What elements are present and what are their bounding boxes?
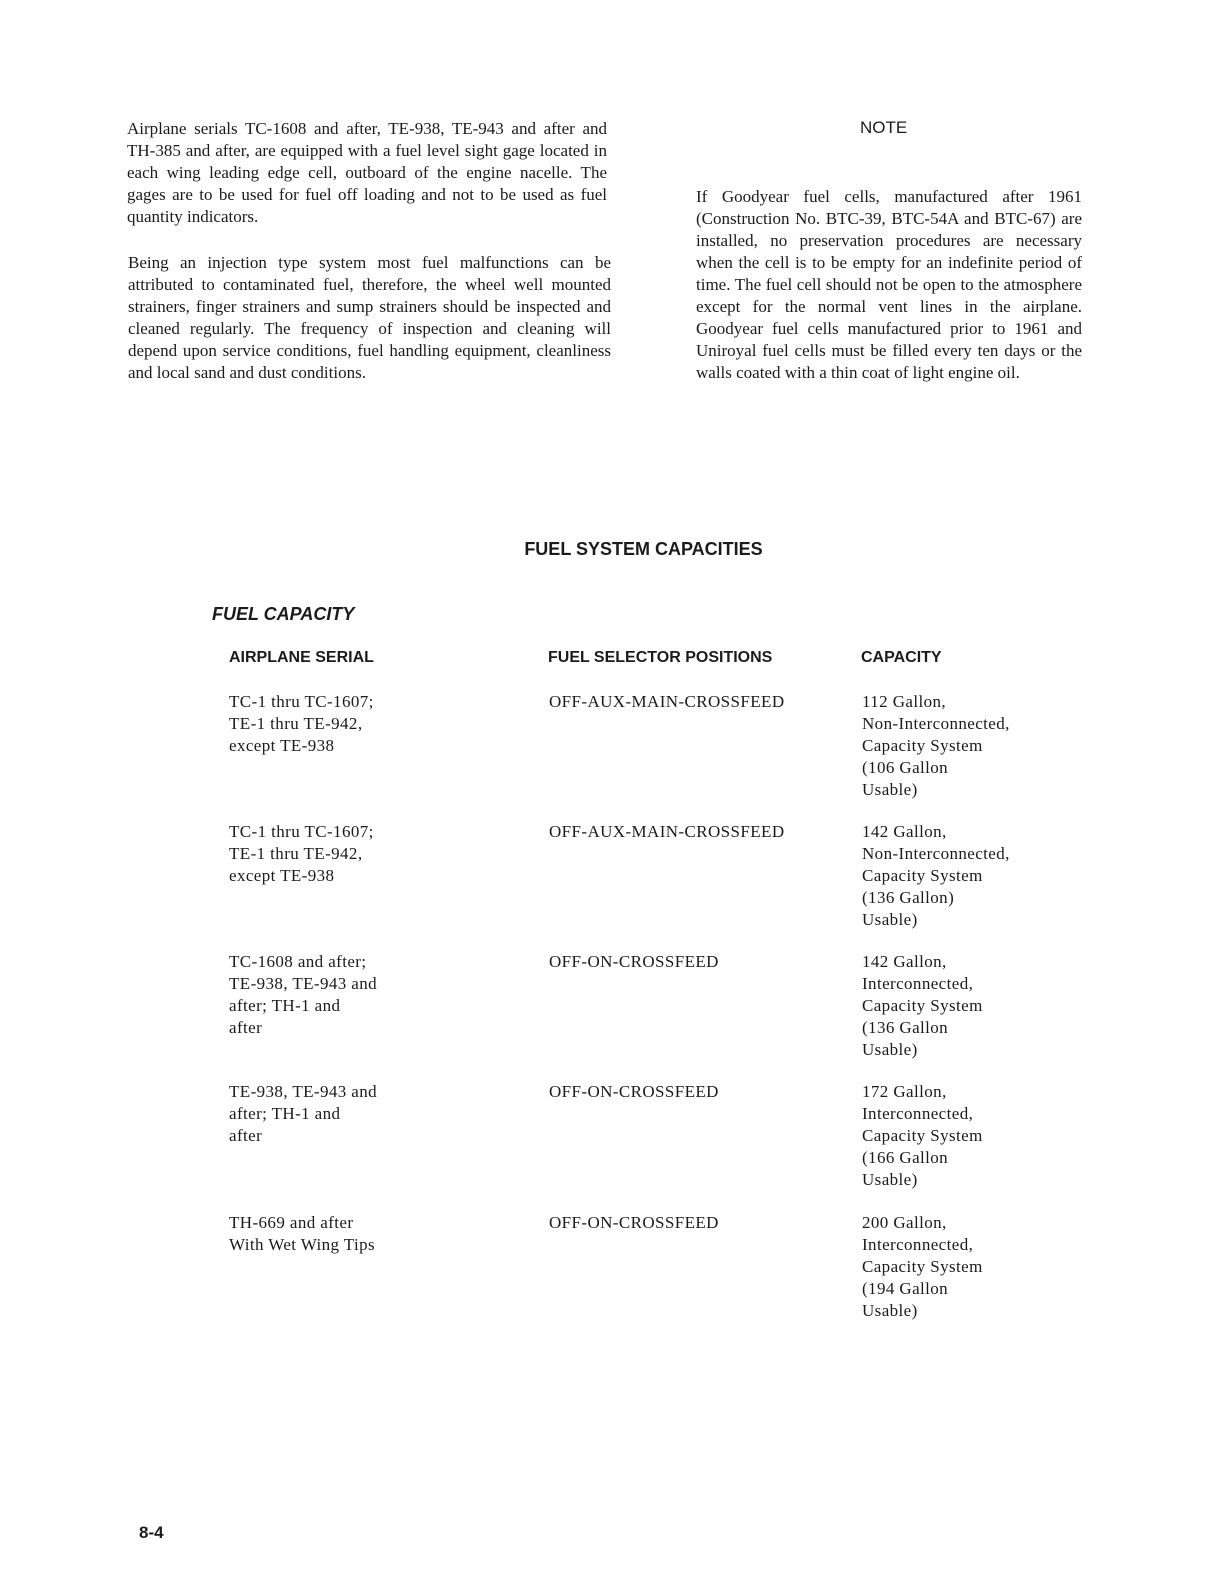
fuel-sight-gage-paragraph: Airplane serials TC-1608 and after, TE-938, TE-943 and after and TH-385 and after, are equipped with a fuel level sight gage located in each wing leading edge cell, outboard of the engine nacelle. The gages are to be used for fuel off loading and not to be used as fuel quantity indicators. bbox=[127, 119, 607, 226]
header-fuel-selector-positions: FUEL SELECTOR POSITIONS bbox=[548, 649, 773, 666]
capacity-cell: 112 Gallon, Non-Interconnected, Capacity System (106 Gallon Usable) bbox=[862, 692, 1010, 799]
fuel-selector-cell: OFF-ON-CROSSFEED bbox=[549, 952, 719, 971]
section-title: FUEL SYSTEM CAPACITIES bbox=[524, 539, 763, 559]
airplane-serial-cell: TC-1 thru TC-1607; TE-1 thru TE-942, except TE-938 bbox=[229, 822, 374, 885]
header-capacity: CAPACITY bbox=[861, 649, 942, 666]
note-text: If Goodyear fuel cells, manufactured after 1961 (Construction No. BTC-39, BTC-54A and BTC-67) are installed, no preservation procedures are necessary when the cell is to be empty for an indefinite period of time. The fuel cell should not be open to the atmosphere except for the normal vent lines in the airplane. Goodyear fuel cells manufactured prior to 1961 and Uniroyal fuel cells must be filled every ten days or the walls coated with a thin coat of light engine oil. bbox=[696, 187, 1082, 382]
capacity-cell: 142 Gallon, Interconnected, Capacity System (136 Gallon Usable) bbox=[862, 952, 983, 1059]
capacity-cell: 172 Gallon, Interconnected, Capacity System (166 Gallon Usable) bbox=[862, 1082, 983, 1189]
fuel-selector-cell: OFF-AUX-MAIN-CROSSFEED bbox=[549, 822, 785, 841]
fuel-selector-cell: OFF-AUX-MAIN-CROSSFEED bbox=[549, 692, 785, 711]
fuel-malfunctions-paragraph: Being an injection type system most fuel malfunctions can be attributed to contaminated fuel, therefore, the wheel well mounted strainers, finger strainers and sump strainers should be inspected and cleaned regularly. The frequency of inspection and cleaning will depend upon service conditions, fuel handling equipment, cleanliness and local sand and dust conditions. bbox=[128, 253, 611, 382]
airplane-serial-cell: TC-1608 and after; TE-938, TE-943 and after; TH-1 and after bbox=[229, 952, 378, 1037]
note-heading: NOTE bbox=[860, 118, 908, 137]
fuel-selector-cell: OFF-ON-CROSSFEED bbox=[549, 1213, 719, 1232]
header-airplane-serial: AIRPLANE SERIAL bbox=[229, 649, 374, 666]
capacity-cell: 200 Gallon, Interconnected, Capacity System (194 Gallon Usable) bbox=[862, 1213, 983, 1320]
subsection-title: FUEL CAPACITY bbox=[212, 604, 355, 624]
capacity-cell: 142 Gallon, Non-Interconnected, Capacity System (136 Gallon) Usable) bbox=[862, 822, 1010, 929]
airplane-serial-cell: TC-1 thru TC-1607; TE-1 thru TE-942, except TE-938 bbox=[229, 692, 374, 755]
airplane-serial-cell: TE-938, TE-943 and after; TH-1 and after bbox=[229, 1082, 378, 1145]
fuel-selector-cell: OFF-ON-CROSSFEED bbox=[549, 1082, 719, 1101]
page-number: 8-4 bbox=[139, 1523, 164, 1542]
airplane-serial-cell: TH-669 and after With Wet Wing Tips bbox=[229, 1213, 376, 1254]
